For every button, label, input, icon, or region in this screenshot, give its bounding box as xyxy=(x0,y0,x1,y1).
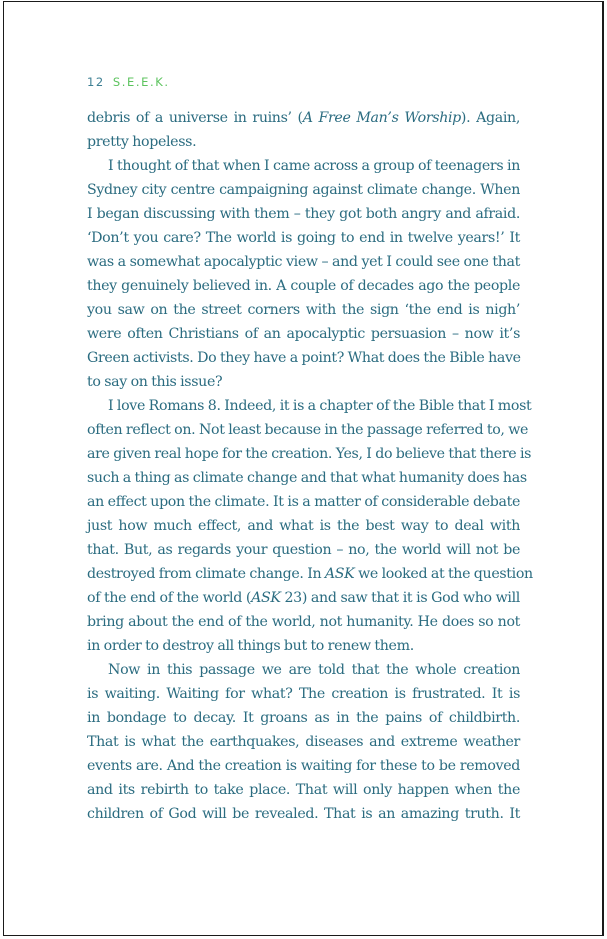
text-line xyxy=(87,442,532,466)
text-segment: and its rebirth to take place. That will only happen when the xyxy=(87,782,520,798)
text-segment: such a thing as climate change and that what humanity does has xyxy=(87,470,527,486)
text-line xyxy=(87,154,520,178)
text-segment: That is what the earthquakes, diseases and extreme weather xyxy=(87,734,520,750)
body-text xyxy=(87,106,533,826)
text-line xyxy=(87,250,520,274)
text-segment: ‘Don’t you care? The world is going to end in twelve years!’ It xyxy=(87,230,520,246)
text-line xyxy=(87,658,520,682)
text-line xyxy=(87,106,520,130)
page-number: 12 xyxy=(87,75,105,89)
text-line xyxy=(87,274,520,298)
text-line xyxy=(87,322,520,346)
text-line xyxy=(87,754,520,778)
text-line xyxy=(87,514,520,538)
text-line xyxy=(87,802,520,826)
text-line xyxy=(87,706,520,730)
book-title: S.E.E.K. xyxy=(112,75,170,89)
text-segment: in bondage to decay. It groans as in the pains of childbirth. xyxy=(87,710,520,726)
text-line xyxy=(87,202,520,226)
text-segment: destroyed from climate change. In xyxy=(87,566,325,582)
text-segment: to say on this issue? xyxy=(87,374,223,390)
text-line xyxy=(87,778,520,802)
italic-title: A Free Man’s Worship xyxy=(302,110,461,126)
text-segment: that. But, as regards your question – no, the world will not be xyxy=(87,542,520,558)
text-line xyxy=(87,466,527,490)
text-segment: they genuinely believed in. A couple of decades ago the people xyxy=(87,278,520,294)
paragraph xyxy=(87,106,520,154)
text-segment: is waiting. Waiting for what? The creation is frustrated. It is xyxy=(87,686,520,702)
text-segment: bring about the end of the world, not humanity. He does so not xyxy=(87,614,520,630)
text-segment: 23) and saw that it is God who will xyxy=(280,590,520,606)
running-head xyxy=(87,75,170,89)
text-segment: were often Christians of an apocalyptic persuasion – now it’s xyxy=(87,326,520,342)
text-segment: debris of a universe in ruins’ ( xyxy=(87,110,303,126)
text-line xyxy=(87,682,520,706)
text-line xyxy=(87,298,520,322)
text-segment: Green activists. Do they have a point? What does the Bible have xyxy=(87,350,521,366)
text-segment: Now in this passage we are told that the whole creation xyxy=(108,662,520,678)
text-line xyxy=(87,178,520,202)
text-segment: I began discussing with them – they got both angry and afraid. xyxy=(87,206,520,222)
paragraph xyxy=(87,154,520,394)
text-segment: we looked at the question xyxy=(354,566,533,582)
text-line xyxy=(87,562,533,586)
paragraph xyxy=(87,658,520,826)
text-segment: in order to destroy all things but to renew them. xyxy=(87,638,414,654)
text-line xyxy=(87,226,520,250)
text-segment: you saw on the street corners with the sign ‘the end is nigh’ xyxy=(87,302,520,318)
text-line xyxy=(87,394,532,418)
text-line xyxy=(87,610,520,634)
text-segment: of the end of the world ( xyxy=(87,590,252,606)
text-segment: I love Romans 8. Indeed, it is a chapter of the Bible that I most xyxy=(108,398,532,414)
text-line xyxy=(87,538,520,562)
text-segment: pretty hopeless. xyxy=(87,134,197,150)
text-line xyxy=(87,370,520,394)
paragraph xyxy=(87,394,533,658)
text-line xyxy=(87,490,520,514)
text-segment: an effect upon the climate. It is a matter of considerable debate xyxy=(87,494,520,510)
text-segment: events are. And the creation is waiting for these to be removed xyxy=(87,758,520,774)
text-segment: Sydney city centre campaigning against climate change. When xyxy=(87,182,520,198)
text-segment: ). Again, xyxy=(460,110,520,126)
text-segment: was a somewhat apocalyptic view – and yet I could see one that xyxy=(87,254,520,270)
text-segment: I thought of that when I came across a group of teenagers in xyxy=(108,158,520,174)
text-line xyxy=(87,730,520,754)
italic-title: ASK xyxy=(251,590,281,606)
text-segment: are given real hope for the creation. Yes, I do believe that there is xyxy=(87,446,532,462)
text-line xyxy=(87,418,529,442)
text-segment: just how much effect, and what is the best way to deal with xyxy=(87,518,520,534)
text-segment: often reflect on. Not least because in the passage referred to, we xyxy=(87,422,529,438)
text-line xyxy=(87,586,520,610)
text-line xyxy=(87,634,520,658)
italic-title: ASK xyxy=(324,566,355,582)
text-line xyxy=(87,346,520,370)
text-line xyxy=(87,130,520,154)
text-segment: children of God will be revealed. That is an amazing truth. It xyxy=(87,806,520,822)
